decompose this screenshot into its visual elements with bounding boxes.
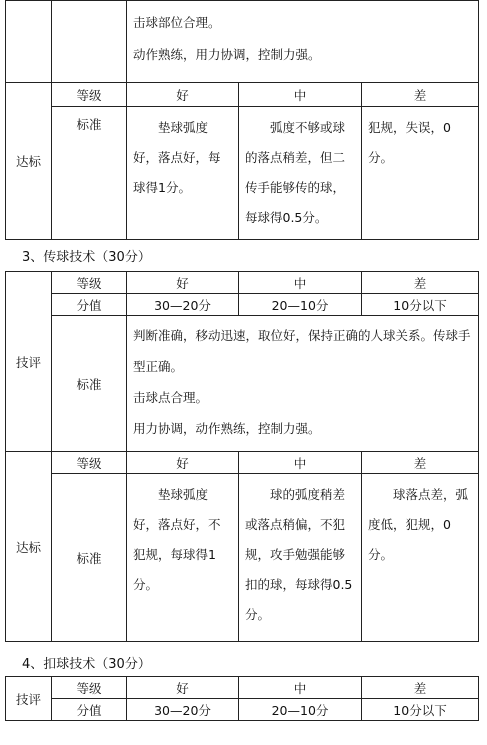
header-bad: 差 (362, 452, 479, 474)
section-label: 达标 (6, 452, 52, 642)
standard-line: 击球点合理。 (133, 390, 209, 405)
score-good: 30—20分 (127, 699, 239, 721)
score-mid: 20—10分 (239, 294, 362, 316)
standard-line: 动作熟练，用力协调，控制力强。 (133, 47, 321, 62)
score-label: 分值 (52, 699, 127, 721)
good-criteria: 垫球弧度好，落点好，每球得1分。 (127, 107, 239, 240)
score-bad: 10分以下 (362, 294, 479, 316)
row-label: 标准 (52, 316, 127, 452)
score-label: 分值 (52, 294, 127, 316)
header-good: 好 (127, 677, 239, 699)
table-4 (5, 676, 479, 721)
standard-line: 用力协调，动作熟练，控制力强。 (133, 421, 321, 436)
header-mid: 中 (239, 677, 362, 699)
bad-criteria: 球落点差，弧度低，犯规，0分。 (362, 474, 479, 642)
header-good: 好 (127, 452, 239, 474)
table-1 (5, 0, 479, 240)
mid-criteria: 球的弧度稍差或落点稍偏，不犯规，攻手勉强能够扣的球，每球得0.5分。 (239, 474, 362, 642)
header-grade: 等级 (52, 677, 127, 699)
section-3-title: 3、传球技术（30分） (22, 250, 151, 265)
header-good: 好 (127, 272, 239, 294)
standard-cell (127, 316, 479, 452)
good-criteria: 垫球弧度好，落点好，不犯规，每球得1分。 (127, 474, 239, 642)
score-mid: 20—10分 (239, 699, 362, 721)
standard-line: 击球部位合理。 (133, 15, 221, 30)
cell-empty (52, 1, 127, 83)
score-good: 30—20分 (127, 294, 239, 316)
row-label: 标准 (52, 107, 127, 240)
header-grade: 等级 (52, 452, 127, 474)
section-label: 技评 (6, 677, 52, 721)
bad-criteria: 犯规，失误，0分。 (362, 107, 479, 240)
header-grade: 等级 (52, 272, 127, 294)
header-good: 好 (127, 83, 239, 107)
section-label: 达标 (6, 83, 52, 240)
mid-criteria: 弧度不够或球的落点稍差，但二传手能够传的球，每球得0.5分。 (239, 107, 362, 240)
header-bad: 差 (362, 677, 479, 699)
header-mid: 中 (239, 272, 362, 294)
cell-empty (6, 1, 52, 83)
row-label: 标准 (52, 474, 127, 642)
standard-line: 判断准确，移动迅速，取位好，保持正确的人球关系。传球手型正确。 (133, 328, 471, 374)
header-bad: 差 (362, 83, 479, 107)
header-mid: 中 (239, 452, 362, 474)
section-label: 技评 (6, 272, 52, 452)
section-4-title: 4、扣球技术（30分） (22, 657, 151, 672)
header-grade: 等级 (52, 83, 127, 107)
score-bad: 10分以下 (362, 699, 479, 721)
table-3 (5, 451, 479, 642)
table-2 (5, 271, 479, 452)
header-mid: 中 (239, 83, 362, 107)
continued-standard-cell (127, 1, 479, 83)
header-bad: 差 (362, 272, 479, 294)
